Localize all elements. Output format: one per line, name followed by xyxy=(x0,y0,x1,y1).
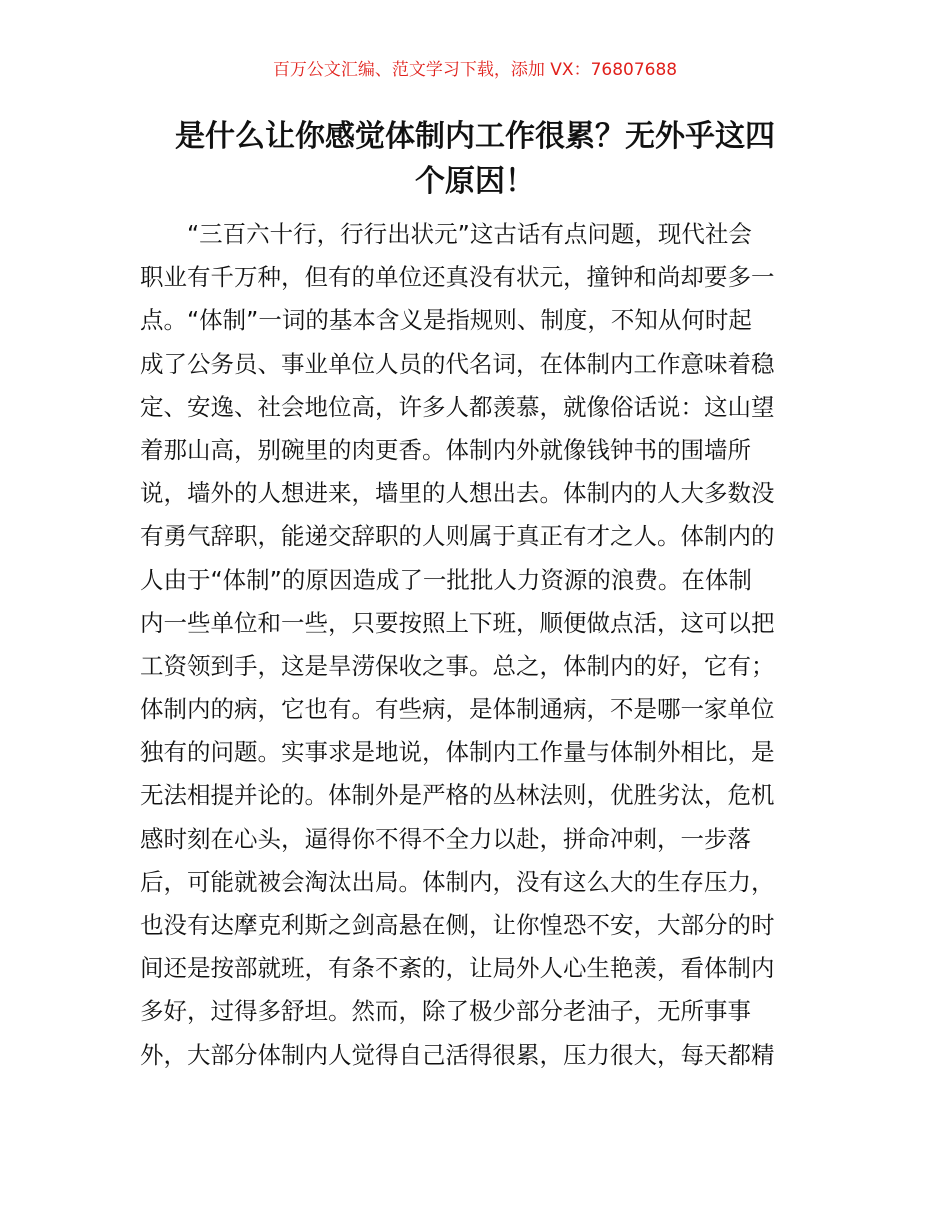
body-line: 外，大部分体制内人觉得自己活得很累，压力很大，每天都精 xyxy=(140,1040,775,1069)
title-line-2: 个原因！ xyxy=(415,164,535,199)
body-line: 独有的问题。实事求是地说，体制内工作量与体制外相比，是 xyxy=(140,738,775,767)
body-line: 体制内的病，它也有。有些病，是体制通病，不是哪一家单位 xyxy=(140,695,775,724)
article-title xyxy=(140,114,810,204)
body-line: 人由于“体制”的原因造成了一批批人力资源的浪费。在体制 xyxy=(140,565,752,594)
body-line: 间还是按部就班，有条不紊的，让局外人心生艳羡，看体制内 xyxy=(140,954,775,983)
body-line: 说，墙外的人想进来，墙里的人想出去。体制内的人大多数没 xyxy=(140,479,775,508)
body-line: 点。“体制”一词的基本含义是指规则、制度，不知从何时起 xyxy=(140,306,752,335)
body-line: 有勇气辞职，能递交辞职的人则属于真正有才之人。体制内的 xyxy=(140,522,775,551)
body-line: 感时刻在心头，逼得你不得不全力以赴，拼命冲刺，一步落 xyxy=(140,824,751,853)
body-line: 职业有千万种，但有的单位还真没有状元，撞钟和尚却要多一 xyxy=(140,263,775,292)
body-line: 内一些单位和一些，只要按照上下班，顺便做点活，这可以把 xyxy=(140,608,775,637)
article-body xyxy=(140,213,820,1077)
body-line: 工资领到手，这是旱涝保收之事。总之，体制内的好，它有； xyxy=(140,651,775,680)
body-line: 多好，过得多舒坦。然而，除了极少部分老油子，无所事事 xyxy=(140,997,751,1026)
title-line-1: 是什么让你感觉体制内工作很累？无外乎这四 xyxy=(175,119,775,154)
body-line: 后，可能就被会淘汰出局。体制内，没有这么大的生存压力， xyxy=(140,867,775,896)
promo-header: 百万公文汇编、范文学习下载，添加 VX：76807688 xyxy=(272,60,678,80)
body-line: “三百六十行，行行出状元”这古话有点问题，现代社会 xyxy=(187,220,752,248)
body-line: 也没有达摩克利斯之剑高悬在侧，让你惶恐不安，大部分的时 xyxy=(140,911,775,939)
body-line: 成了公务员、事业单位人员的代名词，在体制内工作意味着稳 xyxy=(140,349,775,378)
body-line: 无法相提并论的。体制外是严格的丛林法则，优胜劣汰，危机 xyxy=(140,781,775,810)
body-line: 着那山高，别碗里的肉更香。体制内外就像钱钟书的围墙所 xyxy=(140,435,751,464)
body-line: 定、安逸、社会地位高，许多人都羡慕，就像俗话说：这山望 xyxy=(140,392,775,421)
